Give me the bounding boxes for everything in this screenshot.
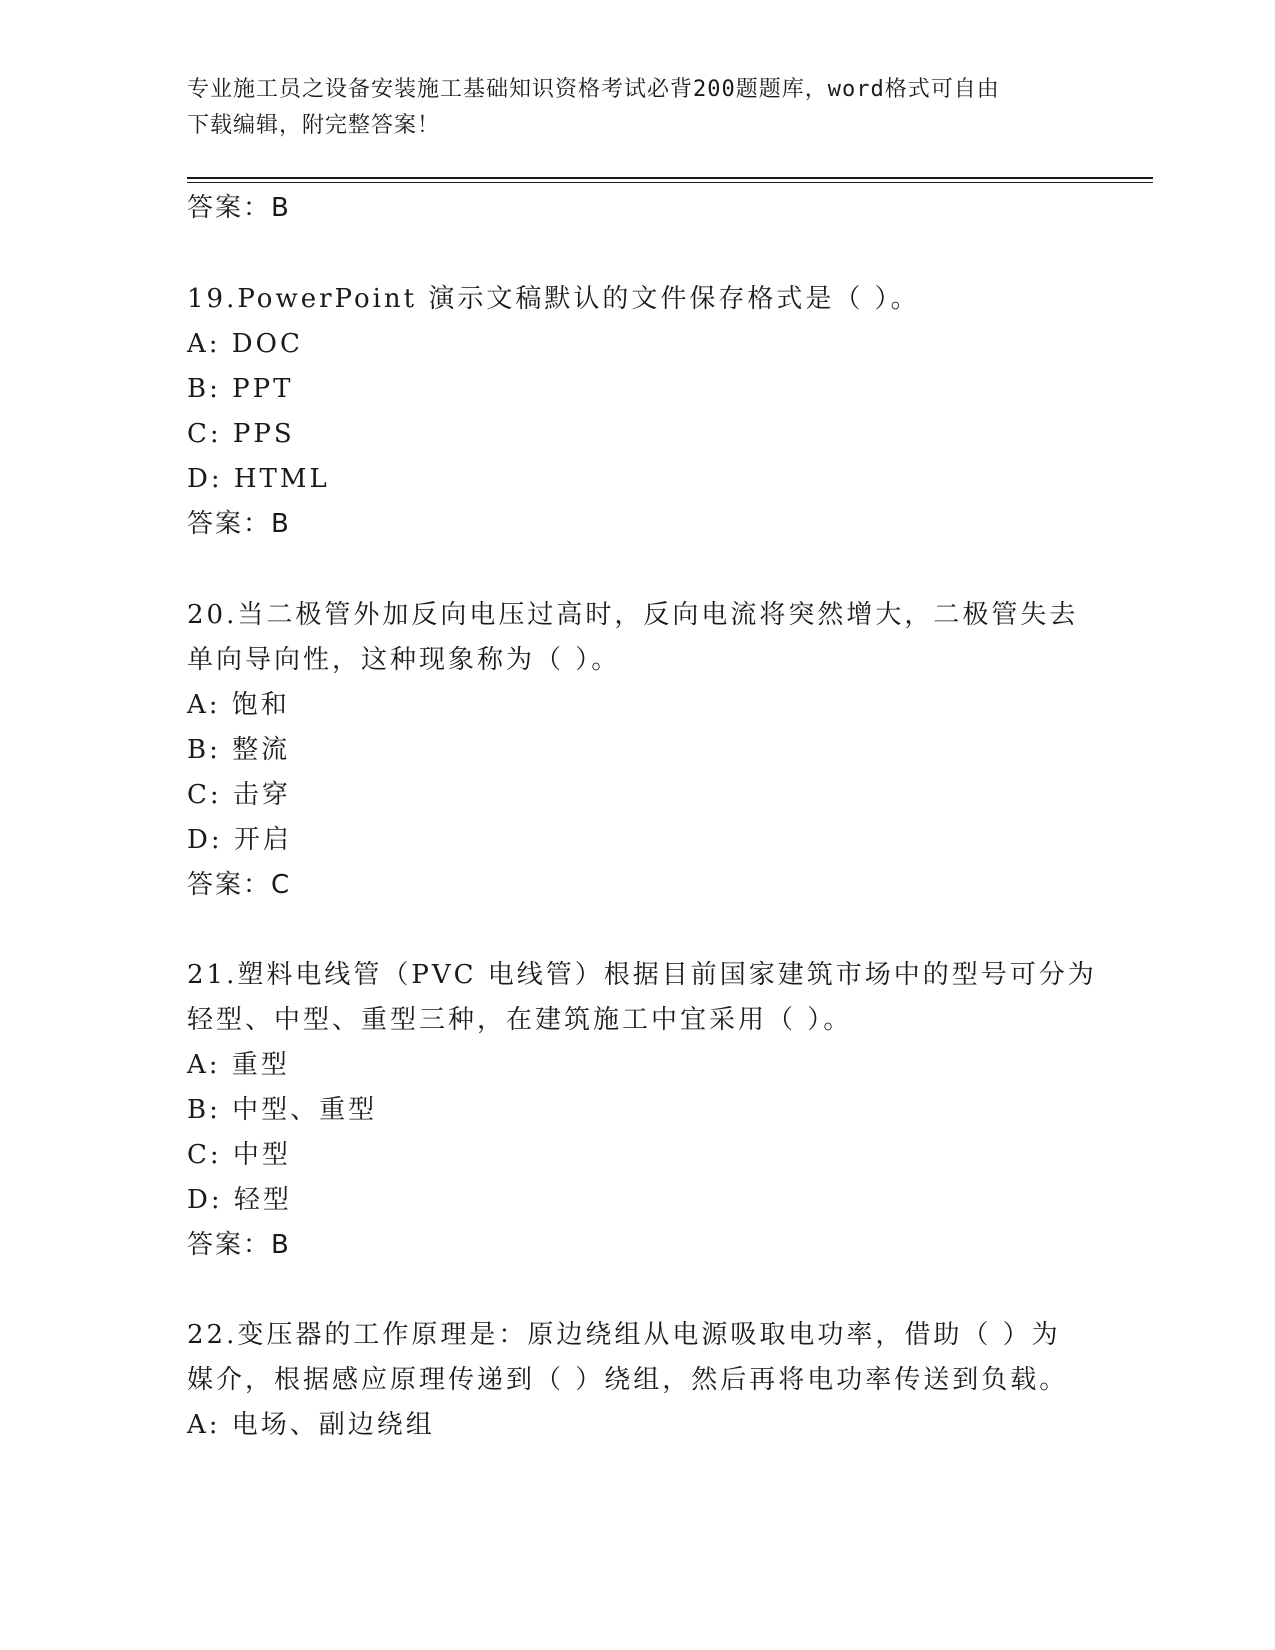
question-22-stem-line-2: 媒介，根据感应原理传递到（ ）绕组，然后再将电功率传送到负载。 (187, 1365, 1069, 1395)
question-20-stem-line-1: 20.当二极管外加反向电压过高时，反向电流将突然增大，二极管失去 (187, 600, 1079, 630)
question-20-answer: 答案：C (187, 870, 292, 900)
question-19-option-d: D: HTML (187, 464, 330, 494)
question-21-option-b: B: 中型、重型 (187, 1095, 378, 1125)
document-header (187, 72, 1067, 144)
question-19-option-a: A: DOC (187, 329, 303, 359)
question-21-answer: 答案：B (187, 1230, 291, 1260)
question-21-option-d: D: 轻型 (187, 1185, 292, 1215)
question-20-option-d: D: 开启 (187, 825, 292, 855)
header-line-1: 专业施工员之设备安装施工基础知识资格考试必背200题题库，word格式可自由 (187, 77, 1000, 102)
question-20-option-b: B: 整流 (187, 735, 291, 765)
question-19-option-c: C: PPS (187, 419, 295, 449)
question-22-option-a: A: 电场、副边绕组 (187, 1410, 435, 1440)
header-divider (187, 177, 1153, 179)
question-21-stem-line-1: 21.塑料电线管（PVC 电线管）根据目前国家建筑市场中的型号可分为 (187, 960, 1097, 990)
question-21-stem-line-2: 轻型、中型、重型三种，在建筑施工中宜采用（ ）。 (187, 1005, 853, 1035)
question-20-option-c: C: 击穿 (187, 780, 291, 810)
header-divider-thin (187, 182, 1153, 183)
previous-answer: 答案：B (187, 193, 291, 223)
question-20-stem-line-2: 单向导向性，这种现象称为（ ）。 (187, 645, 621, 675)
question-19-stem: 19.PowerPoint 演示文稿默认的文件保存格式是（ ）。 (187, 284, 920, 314)
header-line-2: 下载编辑，附完整答案！ (187, 113, 441, 138)
question-19-answer: 答案：B (187, 509, 291, 539)
question-21-option-a: A: 重型 (187, 1050, 290, 1080)
question-21-option-c: C: 中型 (187, 1140, 291, 1170)
question-20-option-a: A: 饱和 (187, 690, 290, 720)
question-22-stem-line-1: 22.变压器的工作原理是：原边绕组从电源吸取电功率，借助（ ）为 (187, 1320, 1061, 1350)
question-19-option-b: B: PPT (187, 374, 294, 404)
